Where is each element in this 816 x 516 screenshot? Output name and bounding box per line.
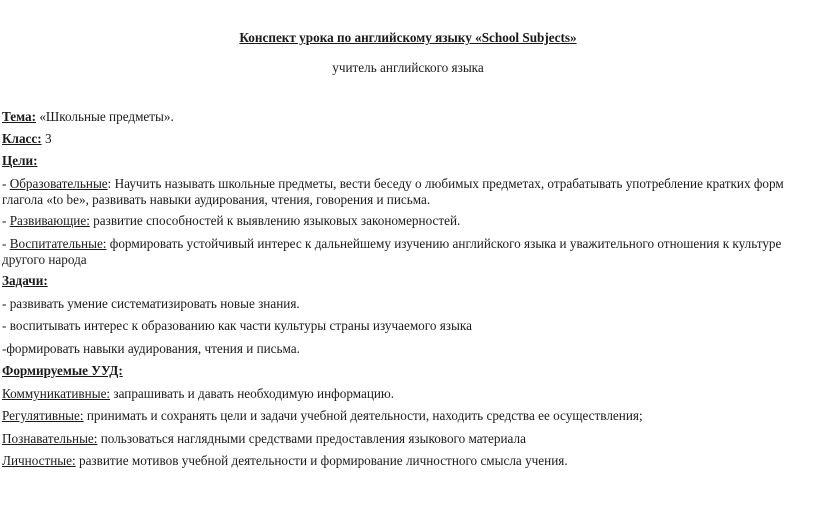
uud-personal-text: развитие мотивов учебной деятельности и формирование личностного смысла учения. <box>75 453 568 468</box>
goal-developmental-label: Развивающие: <box>9 213 90 228</box>
uud-communicative-label: Коммуникативные: <box>2 386 111 401</box>
goal-educational-text1: : Научить называть школьные предметы, вести беседу о любимых предметах, отрабатывать употребление кратких форм <box>107 176 784 191</box>
goal-upbringing-line2: другого народа <box>2 252 87 267</box>
topic-value: «Школьные предметы». <box>36 109 174 124</box>
goals-heading: Цели: <box>2 153 38 168</box>
grade-line <box>2 131 52 147</box>
grade-label: Класс: <box>2 131 42 146</box>
task-item-3: -формировать навыки аудирования, чтения и письма. <box>2 341 300 356</box>
uud-communicative-text: запрашивать и давать необходимую информацию. <box>110 386 395 401</box>
uud-cognitive-line <box>2 431 526 447</box>
grade-value: 3 <box>41 131 52 146</box>
uud-regulatory-label: Регулятивные: <box>2 408 84 423</box>
goal-educational-line1 <box>2 176 784 192</box>
goal-developmental-text: развитие способностей к выявлению языковых закономерностей. <box>89 213 461 228</box>
goal-upbringing-prefix: - <box>2 236 10 251</box>
goal-upbringing-label: Воспитательные: <box>9 236 107 251</box>
goal-educational-line2: глагола «to be», развивать навыки аудирования, чтения, говорения и письма. <box>2 192 431 207</box>
topic-label: Тема: <box>2 109 37 124</box>
goal-developmental-prefix: - <box>2 213 10 228</box>
goal-upbringing-text1: формировать устойчивый интерес к дальнейшему изучению английского языка и уважительного отношения к культуре <box>106 236 782 251</box>
uud-cognitive-label: Познавательные: <box>2 431 98 446</box>
goal-educational-label: Образовательные <box>9 176 108 191</box>
uud-personal-label: Личностные: <box>2 453 76 468</box>
uud-cognitive-text: пользоваться наглядными средствами предоставления языкового материала <box>97 431 526 446</box>
goal-developmental-line <box>2 213 460 229</box>
task-item-1: - развивать умение систематизировать новые знания. <box>2 296 300 311</box>
uud-heading: Формируемые УУД: <box>2 363 123 378</box>
document-title: Конспект урока по английскому языку «School Subjects» <box>239 30 577 45</box>
uud-communicative-line <box>2 386 394 402</box>
uud-regulatory-text: принимать и сохранять цели и задачи учебной деятельности, находить средства ее осуществления; <box>83 408 643 423</box>
document-subtitle: учитель английского языка <box>332 60 484 75</box>
uud-regulatory-line <box>2 408 643 424</box>
goal-educational-prefix: - <box>2 176 10 191</box>
tasks-heading: Задачи: <box>2 273 48 288</box>
goal-upbringing-line1 <box>2 236 781 252</box>
uud-personal-line <box>2 453 568 469</box>
topic-line <box>2 109 174 125</box>
task-item-2: - воспитывать интерес к образованию как части культуры страны изучаемого языка <box>2 318 472 333</box>
